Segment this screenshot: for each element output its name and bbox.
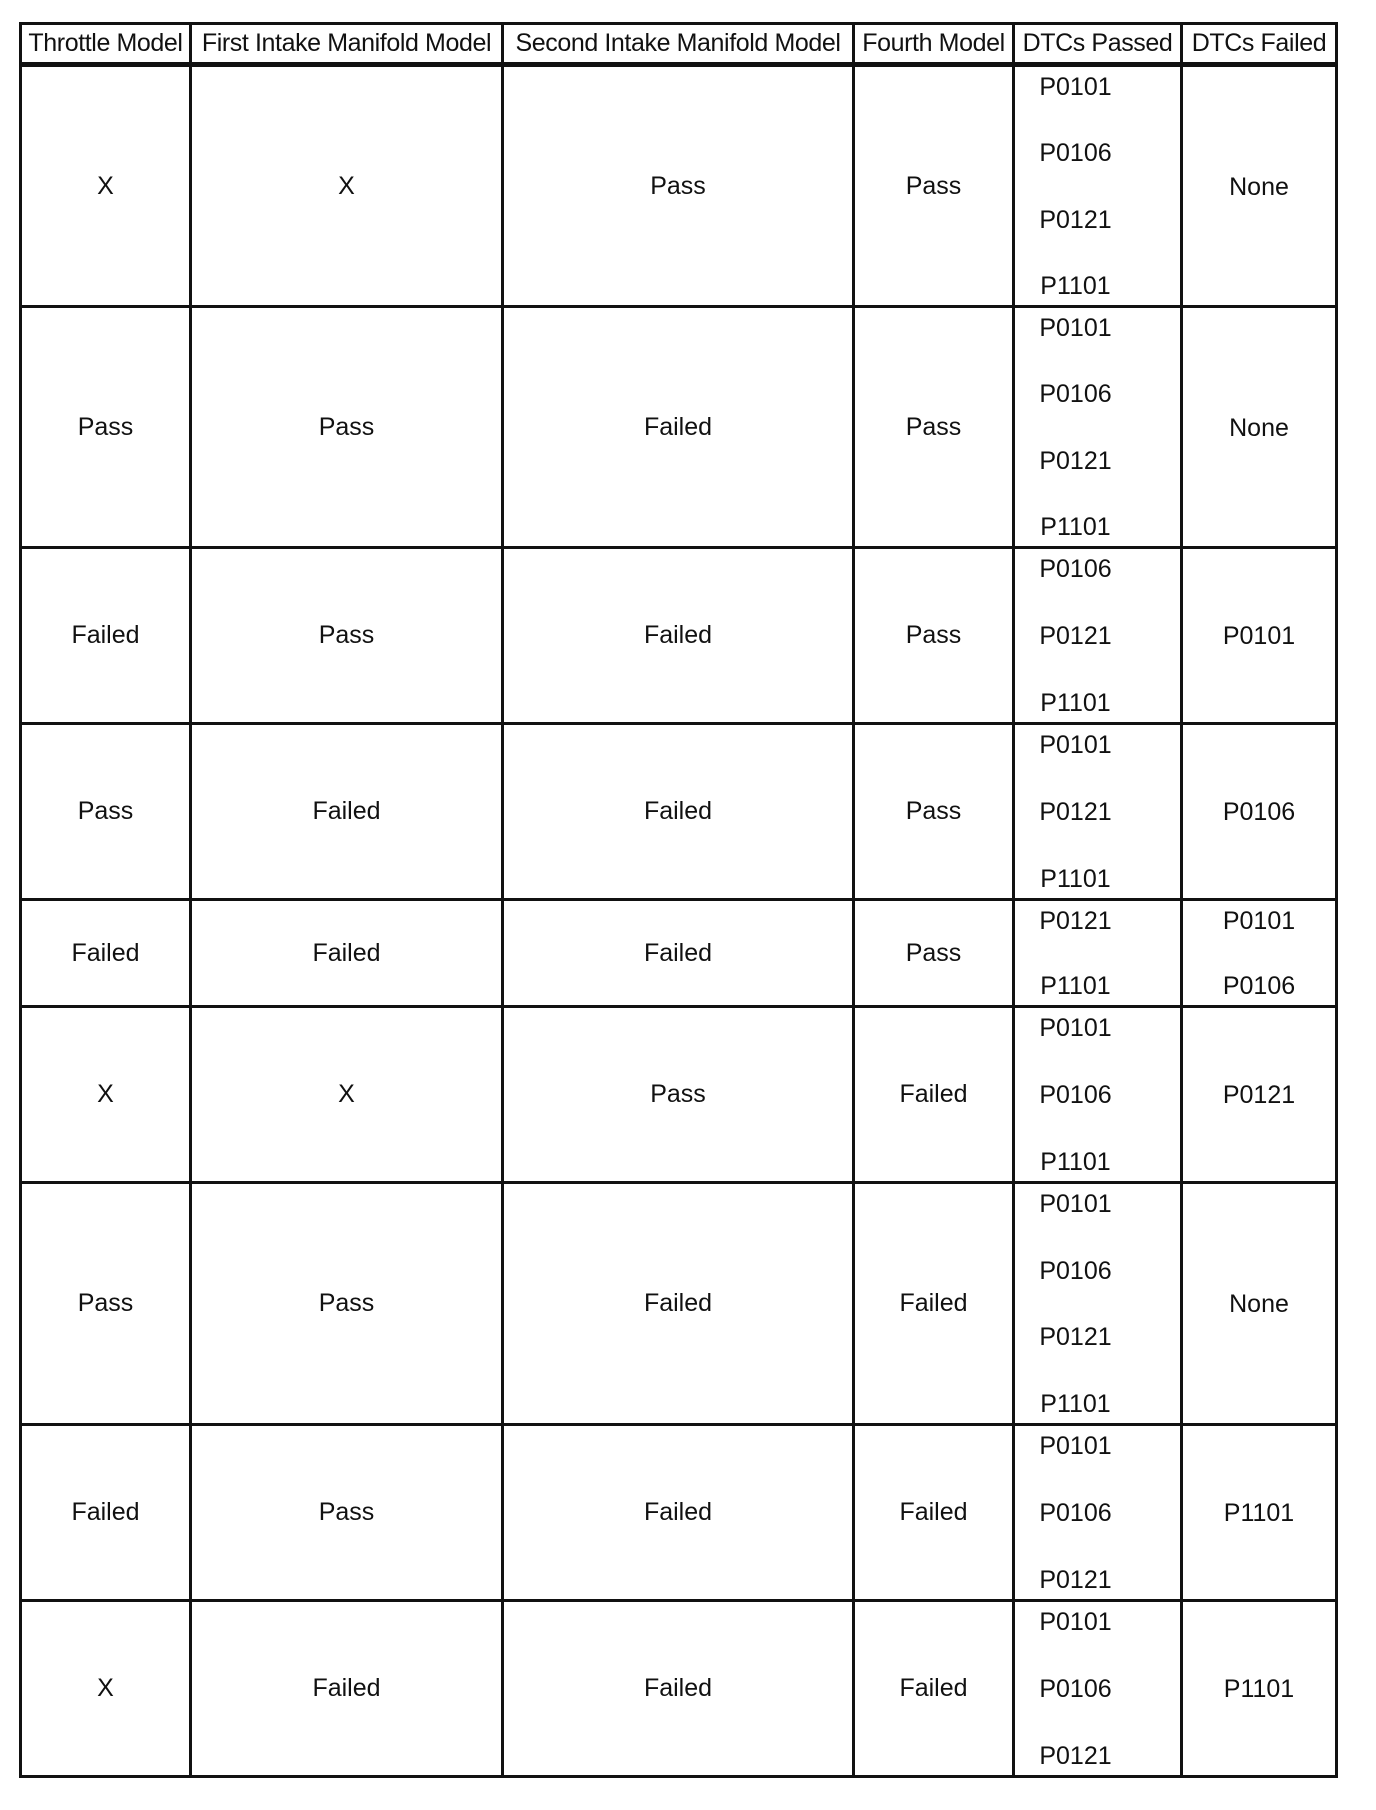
dtc-code: P0106 — [1039, 555, 1112, 583]
dtc-code: P0121 — [1039, 205, 1112, 234]
dtc-code: P0106 — [1039, 1256, 1112, 1285]
dtc-code: P0121 — [1039, 446, 1112, 475]
table-row — [21, 65, 1337, 307]
throttle-model-cell: Pass — [21, 1183, 191, 1425]
dtc-code: P1101 — [1040, 512, 1111, 541]
dtcs-failed-cell — [1182, 1601, 1337, 1777]
dtc-code: P0121 — [1039, 622, 1112, 650]
dtc-code: P0121 — [1039, 1566, 1112, 1594]
fourth-model-cell: Pass — [854, 65, 1014, 307]
table-row — [21, 900, 1337, 1007]
table-row — [21, 307, 1337, 548]
dtc-code: P0106 — [1039, 139, 1112, 168]
second-intake-manifold-cell: Failed — [503, 548, 854, 724]
dtcs-failed-cell — [1182, 1007, 1337, 1183]
dtc-code: P0121 — [1039, 907, 1112, 935]
dtc-code: P0106 — [1222, 798, 1296, 826]
dtc-code: P1101 — [1223, 1499, 1295, 1527]
fourth-model-cell: Pass — [854, 724, 1014, 900]
dtcs-passed-cell-list — [1015, 1008, 1180, 1181]
throttle-model-cell: Failed — [21, 548, 191, 724]
dtc-code: P1101 — [1040, 271, 1111, 300]
table-row — [21, 1007, 1337, 1183]
dtcs-failed-cell — [1182, 1425, 1337, 1601]
dtc-code: P0101 — [1039, 1190, 1112, 1218]
dtcs-failed-cell — [1182, 724, 1337, 900]
header-dtcs-failed: DTCs Failed — [1182, 24, 1337, 65]
dtc-code: P0106 — [1039, 1081, 1112, 1109]
first-intake-manifold-cell: Pass — [191, 1183, 503, 1425]
dtc-code: P0106 — [1222, 972, 1296, 1000]
dtcs-failed-cell-list — [1183, 308, 1335, 546]
dtc-code: P0121 — [1222, 1081, 1296, 1109]
dtcs-passed-cell — [1014, 548, 1182, 724]
dtc-code: P0101 — [1039, 1014, 1112, 1042]
dtc-code: None — [1229, 1290, 1289, 1318]
dtc-code: P0106 — [1039, 1675, 1112, 1703]
table-body — [21, 65, 1337, 1777]
fourth-model-cell: Failed — [854, 1007, 1014, 1183]
header-dtcs-passed: DTCs Passed — [1014, 24, 1182, 65]
second-intake-manifold-cell: Failed — [503, 900, 854, 1007]
dtcs-passed-cell — [1014, 1183, 1182, 1425]
throttle-model-cell: Pass — [21, 307, 191, 548]
dtcs-failed-cell — [1182, 548, 1337, 724]
second-intake-manifold-cell: Failed — [503, 724, 854, 900]
first-intake-manifold-cell: Pass — [191, 1425, 503, 1601]
dtc-code: P1101 — [1040, 865, 1111, 893]
second-intake-manifold-cell: Pass — [503, 1007, 854, 1183]
dtcs-passed-cell — [1014, 307, 1182, 548]
dtcs-passed-cell — [1014, 1007, 1182, 1183]
dtc-code: P1101 — [1040, 972, 1111, 1000]
header-first-intake-manifold-model: First Intake Manifold Model — [191, 24, 503, 65]
table-row — [21, 724, 1337, 900]
throttle-model-cell: Pass — [21, 724, 191, 900]
header-second-intake-manifold-model: Second Intake Manifold Model — [503, 24, 854, 65]
dtc-code: P0101 — [1039, 1608, 1112, 1636]
fourth-model-cell: Pass — [854, 900, 1014, 1007]
dtcs-passed-cell-list — [1015, 1184, 1180, 1423]
fourth-model-cell: Failed — [854, 1425, 1014, 1601]
first-intake-manifold-cell: X — [191, 65, 503, 307]
table-row — [21, 1425, 1337, 1601]
fourth-model-cell: Pass — [854, 307, 1014, 548]
dtc-code: None — [1229, 172, 1289, 201]
second-intake-manifold-cell: Failed — [503, 307, 854, 548]
dtcs-failed-cell-list — [1183, 1426, 1335, 1599]
first-intake-manifold-cell: Failed — [191, 900, 503, 1007]
dtcs-failed-cell — [1182, 900, 1337, 1007]
dtcs-failed-cell — [1182, 307, 1337, 548]
second-intake-manifold-cell: Pass — [503, 65, 854, 307]
fourth-model-cell: Pass — [854, 548, 1014, 724]
dtcs-failed-cell-list — [1183, 1008, 1335, 1181]
table-header — [21, 24, 1337, 65]
second-intake-manifold-cell: Failed — [503, 1183, 854, 1425]
header-fourth-model: Fourth Model — [854, 24, 1014, 65]
dtcs-passed-cell-list — [1015, 725, 1180, 898]
dtc-code: P0121 — [1039, 1742, 1112, 1770]
dtcs-passed-cell — [1014, 65, 1182, 307]
dtc-code: P1101 — [1040, 689, 1111, 717]
dtcs-passed-cell-list — [1015, 1602, 1180, 1775]
throttle-model-cell: X — [21, 1007, 191, 1183]
dtc-code: P0121 — [1039, 1323, 1112, 1352]
throttle-model-cell: Failed — [21, 900, 191, 1007]
dtcs-failed-cell — [1182, 65, 1337, 307]
dtcs-failed-cell-list — [1183, 901, 1335, 1005]
throttle-model-cell: X — [21, 1601, 191, 1777]
dtc-code: P1101 — [1040, 1148, 1111, 1176]
dtc-code: P1101 — [1223, 1675, 1295, 1703]
dtcs-failed-cell-list — [1183, 67, 1335, 305]
first-intake-manifold-cell: Pass — [191, 548, 503, 724]
dtc-code: P0101 — [1222, 622, 1296, 650]
throttle-model-cell: X — [21, 65, 191, 307]
dtcs-failed-cell-list — [1183, 1184, 1335, 1423]
dtc-results-table — [19, 22, 1338, 1778]
first-intake-manifold-cell: X — [191, 1007, 503, 1183]
dtc-code: P0101 — [1039, 731, 1112, 759]
first-intake-manifold-cell: Pass — [191, 307, 503, 548]
second-intake-manifold-cell: Failed — [503, 1601, 854, 1777]
table-row — [21, 1183, 1337, 1425]
fourth-model-cell: Failed — [854, 1601, 1014, 1777]
throttle-model-cell: Failed — [21, 1425, 191, 1601]
second-intake-manifold-cell: Failed — [503, 1425, 854, 1601]
dtc-code: P0101 — [1039, 73, 1112, 101]
first-intake-manifold-cell: Failed — [191, 724, 503, 900]
dtc-code: P0121 — [1039, 798, 1112, 826]
first-intake-manifold-cell: Failed — [191, 1601, 503, 1777]
dtcs-failed-cell — [1182, 1183, 1337, 1425]
dtcs-passed-cell — [1014, 1601, 1182, 1777]
dtcs-failed-cell-list — [1183, 725, 1335, 898]
dtcs-passed-cell-list — [1015, 1426, 1180, 1599]
dtcs-failed-cell-list — [1183, 1602, 1335, 1775]
header-throttle-model: Throttle Model — [21, 24, 191, 65]
dtcs-passed-cell-list — [1015, 901, 1180, 1005]
dtc-code: P0106 — [1039, 380, 1112, 409]
table-row — [21, 1601, 1337, 1777]
dtcs-passed-cell — [1014, 900, 1182, 1007]
dtc-code: P0101 — [1039, 1432, 1112, 1460]
header-row — [21, 24, 1337, 65]
dtcs-passed-cell-list — [1015, 549, 1180, 722]
dtcs-passed-cell — [1014, 724, 1182, 900]
dtc-code: P0101 — [1039, 314, 1112, 342]
fourth-model-cell: Failed — [854, 1183, 1014, 1425]
dtcs-failed-cell-list — [1183, 549, 1335, 722]
dtcs-passed-cell-list — [1015, 67, 1180, 305]
dtc-code: P0106 — [1039, 1499, 1112, 1527]
dtc-code: None — [1229, 413, 1289, 442]
dtc-code: P0101 — [1222, 907, 1296, 935]
dtcs-passed-cell-list — [1015, 308, 1180, 546]
dtc-code: P1101 — [1040, 1389, 1111, 1418]
dtcs-passed-cell — [1014, 1425, 1182, 1601]
table-row — [21, 548, 1337, 724]
